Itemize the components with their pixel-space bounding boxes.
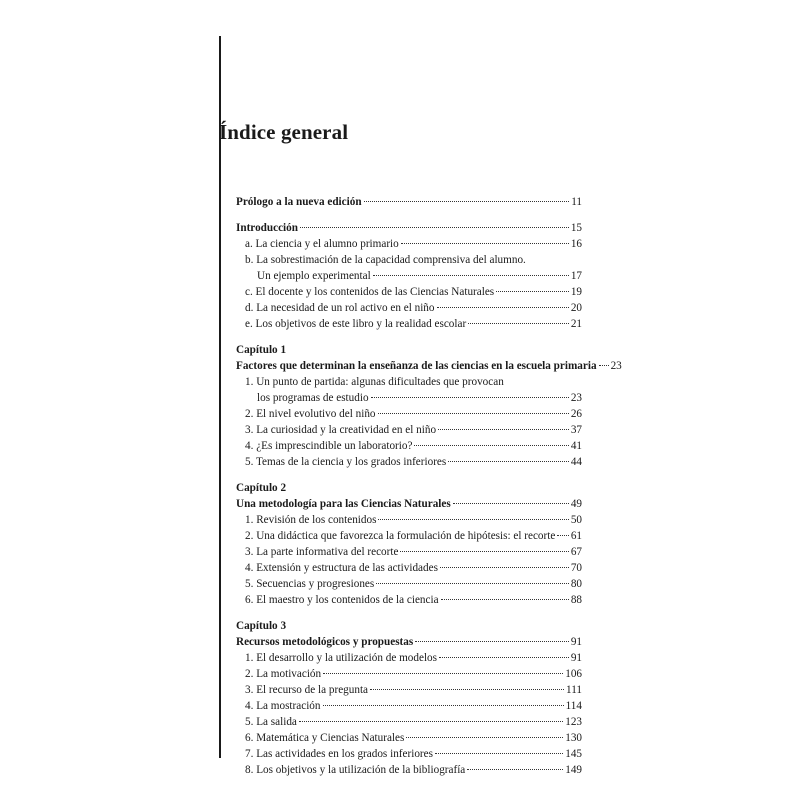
toc-entry-title: c. El docente y los contenidos de las Ciencias Naturales [245,286,495,298]
dot-leader [467,769,563,770]
toc-page-number: 15 [570,222,582,234]
dot-leader [496,291,569,292]
toc-subentry[interactable] [236,714,582,730]
toc-subentry[interactable] [236,284,582,300]
dot-leader [557,535,569,536]
toc-entry-title: 3. El recurso de la pregunta [245,684,369,696]
toc-subentry[interactable] [236,236,582,252]
toc-page-number: 91 [570,652,582,664]
toc-subentry[interactable] [236,252,582,268]
dot-leader [401,243,569,244]
toc-page-number: 88 [570,594,582,606]
dot-leader [437,307,569,308]
dot-leader [406,737,563,738]
toc-entry-title: 1. El desarrollo y la utilización de modelos [245,652,438,664]
toc-entry-title: 3. La parte informativa del recorte [245,546,399,558]
toc-page-number: 80 [570,578,582,590]
toc-subentry[interactable] [236,454,582,470]
dot-leader [371,397,569,398]
toc-entry-title: 1. Un punto de partida: algunas dificultades que provocan [245,376,504,388]
toc-page-number: 91 [570,636,582,648]
toc-entry-title: Recursos metodológicos y propuestas [236,636,414,648]
toc-entry-title: 4. La mostración [245,700,321,712]
toc-subentry[interactable] [236,528,582,544]
dot-leader [370,689,564,690]
toc-page-number: 44 [570,456,582,468]
toc-subentry[interactable] [236,406,582,422]
dot-leader [323,705,564,706]
toc-page-number: 145 [565,748,582,760]
dot-leader [440,567,569,568]
dot-leader [441,599,569,600]
toc-entry-title: 1. Revisión de los contenidos [245,514,377,526]
toc-entry-prologo[interactable] [236,194,582,210]
dot-leader [400,551,568,552]
toc-entry-title: b. La sobrestimación de la capacidad comprensiva del alumno. [245,254,526,266]
toc-page-number: 23 [610,360,622,372]
dot-leader [453,503,569,504]
chapter-label: Capítulo 2 [236,482,287,494]
toc-entry-title: Un ejemplo experimental [257,270,371,282]
toc-entry-title: 5. Temas de la ciencia y los grados inferiores [245,456,447,468]
toc-page-number: 123 [565,716,582,728]
toc-subentry[interactable] [236,560,582,576]
dot-leader [468,323,569,324]
toc-entry-title: e. Los objetivos de este libro y la realidad escolar [245,318,467,330]
toc-subentry[interactable] [236,576,582,592]
toc-entry-title: 5. Secuencias y progresiones [245,578,375,590]
dot-leader [373,275,569,276]
toc-page-number: 149 [565,764,582,776]
toc-entry-title: Una metodología para las Ciencias Naturales [236,498,451,510]
toc-page-number: 37 [570,424,582,436]
toc-subentry[interactable] [236,682,582,698]
toc-page-number: 70 [570,562,582,574]
toc-page-number: 19 [570,286,582,298]
toc-entry-title: 4. ¿Es imprescindible un laboratorio? [245,440,413,452]
dot-leader [323,673,563,674]
toc-entry-title: d. La necesidad de un rol activo en el niño [245,302,435,314]
dot-leader [435,753,563,754]
toc-subentry[interactable] [236,666,582,682]
toc-page-number: 11 [571,196,582,208]
toc-subentry-continuation[interactable] [236,268,582,284]
toc-page-number: 49 [570,498,582,510]
toc-entry-title: 3. La curiosidad y la creatividad en el niño [245,424,437,436]
dot-leader [364,201,570,202]
dot-leader [415,641,569,642]
toc-entry-title: 5. La salida [245,716,297,728]
toc-page-number: 130 [565,732,582,744]
toc-entry-title: Introducción [236,222,298,234]
toc-page-number: 106 [565,668,582,680]
table-of-contents [236,194,622,778]
toc-subentry[interactable] [236,650,582,666]
toc-entry-title: 2. La motivación [245,668,322,680]
toc-entry-title: 6. El maestro y los contenidos de la ciencia [245,594,439,606]
toc-entry-chapter-1[interactable] [236,358,622,374]
toc-page-number: 21 [570,318,582,330]
toc-page-number: 16 [570,238,582,250]
toc-page-number: 114 [565,700,582,712]
toc-page-number: 26 [570,408,582,420]
toc-subentry[interactable] [236,512,582,528]
toc-subentry[interactable] [236,422,582,438]
toc-page-number: 41 [570,440,582,452]
toc-entry-title: 2. El nivel evolutivo del niño [245,408,376,420]
dot-leader [414,445,568,446]
toc-page-number: 67 [570,546,582,558]
toc-entry-title: 4. Extensión y estructura de las actividades [245,562,438,574]
toc-subentry[interactable] [236,316,582,332]
dot-leader [378,519,568,520]
dot-leader [376,583,569,584]
toc-entry-title: 2. Una didáctica que favorezca la formulación de hipótesis: el recorte [245,530,556,542]
toc-entry-introduccion[interactable] [236,220,582,236]
toc-entry-title: 7. Las actividades en los grados inferiores [245,748,433,760]
toc-page-number: 20 [570,302,582,314]
toc-page-number: 17 [570,270,582,282]
toc-subentry[interactable] [236,544,582,560]
page-title: Índice general [219,120,349,144]
dot-leader [599,365,609,366]
toc-entry-chapter-2[interactable] [236,496,582,512]
toc-subentry[interactable] [236,438,582,454]
dot-leader [439,657,569,658]
toc-subentry[interactable] [236,374,582,390]
toc-entry-title: 8. Los objetivos y la utilización de la bibliografía [245,764,466,776]
margin-rule [219,36,221,758]
toc-subentry[interactable] [236,300,582,316]
dot-leader [299,721,563,722]
chapter-label: Capítulo 3 [236,620,287,632]
toc-page-number: 50 [570,514,582,526]
dot-leader [300,227,569,228]
dot-leader [448,461,569,462]
toc-entry-title: a. La ciencia y el alumno primario [245,238,399,250]
toc-entry-chapter-3[interactable] [236,634,582,650]
toc-page-number: 61 [570,530,582,542]
toc-entry-title: los programas de estudio [257,392,369,404]
toc-subentry[interactable] [236,762,582,778]
toc-page-number: 23 [570,392,582,404]
toc-subentry[interactable] [236,746,582,762]
chapter-label: Capítulo 1 [236,344,287,356]
toc-subentry-continuation[interactable] [236,390,582,406]
toc-subentry[interactable] [236,592,582,608]
toc-subentry[interactable] [236,730,582,746]
dot-leader [378,413,569,414]
dot-leader [438,429,569,430]
toc-entry-title: Factores que determinan la enseñanza de las ciencias en la escuela primaria [236,360,597,372]
toc-entry-title: 6. Matemática y Ciencias Naturales [245,732,405,744]
toc-subentry[interactable] [236,698,582,714]
toc-entry-title: Prólogo a la nueva edición [236,196,362,208]
toc-page-number: 111 [566,684,582,696]
